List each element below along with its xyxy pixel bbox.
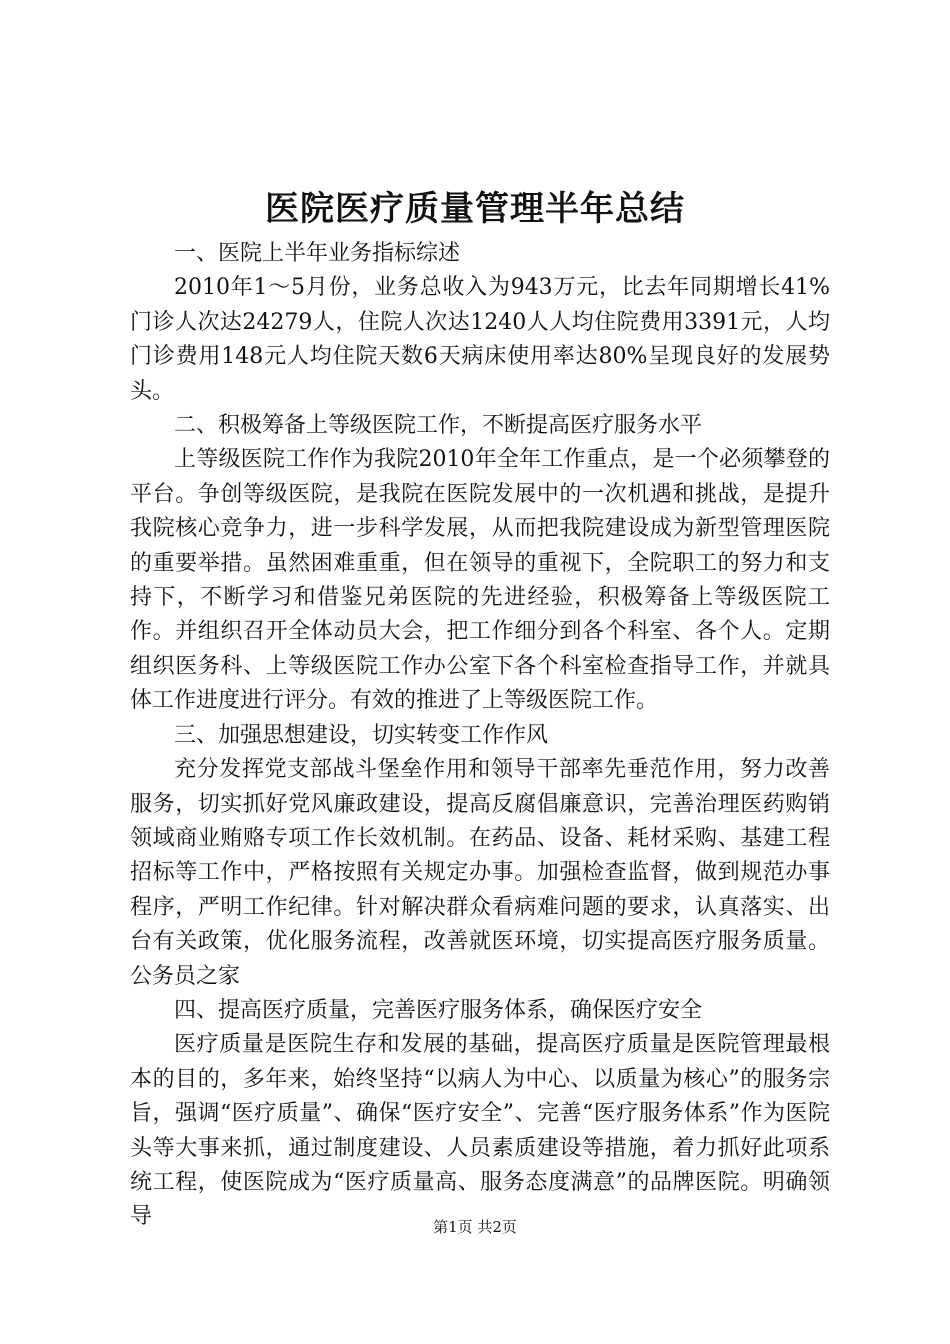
- section-paragraph: 充分发挥党支部战斗堡垒作用和领导干部率先垂范作用，努力改善服务，切实抓好党风廉政建设，提高反腐倡廉意识，完善治理医药购销领域商业贿赂专项工作长效机制。在药品、设备、耗材采购、基建工程招标等工作中，严格按照有关规定办事。加强检查监督，做到规范办事程序，严明工作纪律。针对解决群众看病难问题的要求，认真落实、出台有关政策，优化服务流程，改善就医环境，切实提高医疗服务质量。公务员之家: [130, 757, 830, 989]
- section-3: [130, 719, 830, 994]
- section-heading: 一、医院上半年业务指标综述: [174, 241, 461, 266]
- section-heading: 四、提高医疗质量，完善医疗服务体系，确保医疗安全: [174, 997, 703, 1023]
- section-paragraph: 上等级医院工作作为我院2010年全年工作重点，是一个必须攀登的平台。争创等级医院，是我院在医院发展中的一次机遇和挑战，是提升我院核心竞争力，进一步科学发展，从而把我院建设成为新型管理医院的重要举措。虽然困难重重，但在领导的重视下，全院职工的努力和支持下，不断学习和借鉴兄弟医院的先进经验，积极筹备上等级医院工作。并组织召开全体动员大会，把工作细分到各个科室、各个人。定期组织医务科、上等级医院工作办公室下各个科室检查指导工作，并就具体工作进度进行评分。有效的推进了上等级医院工作。: [130, 447, 830, 714]
- document-title: 医院医疗质量管理半年总结: [265, 189, 685, 229]
- section-1: [130, 237, 830, 409]
- document-body: [130, 237, 830, 1235]
- page-number-footer: 第1页 共2页: [433, 1218, 517, 1236]
- section-heading: 二、积极筹备上等级医院工作，不断提高医疗服务水平: [174, 413, 703, 439]
- section-2: [130, 409, 830, 719]
- section-heading: 三、加强思想建设，切实转变工作作风: [174, 722, 549, 748]
- section-paragraph: 2010年1～5月份，业务总收入为943万元，比去年同期增长41%门诊人次达24279人，住院人次达1240人人均住院费用3391元，人均门诊费用148元人均住院天数6天病床使用率达80%呈现良好的发展势头。: [130, 275, 830, 404]
- section-4: [130, 994, 830, 1235]
- section-paragraph: 医疗质量是医院生存和发展的基础，提高医疗质量是医院管理最根本的目的，多年来，始终坚持“以病人为中心、以质量为核心”的服务宗旨，强调“医疗质量”、确保“医疗安全”、完善“医疗服务体系”作为医院头等大事来抓，通过制度建设、人员素质建设等措施，着力抓好此项系统工程，使医院成为“医疗质量高、服务态度满意”的品牌医院。明确领导: [130, 1032, 830, 1230]
